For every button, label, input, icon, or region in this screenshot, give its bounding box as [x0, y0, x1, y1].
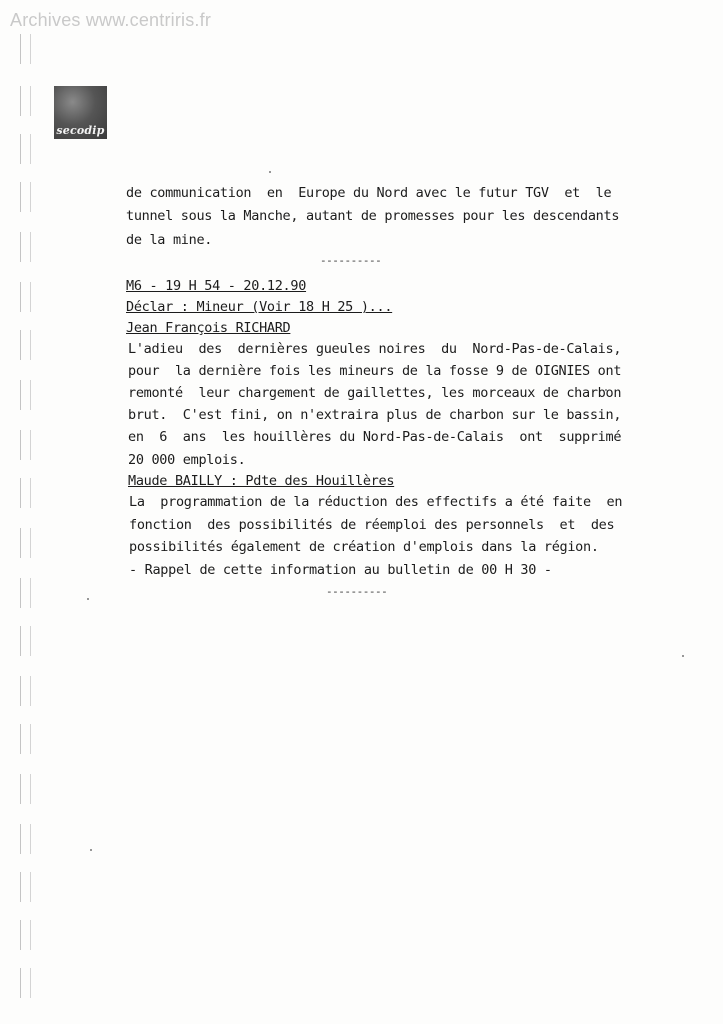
text-line: remonté leur chargement de gaillettes, les morceaux de charbon — [128, 385, 622, 401]
binder-mark — [20, 528, 31, 558]
scan-speck — [90, 849, 92, 851]
scan-speck — [682, 655, 684, 657]
binder-mark — [20, 968, 31, 998]
binder-mark — [20, 134, 31, 164]
text-line: L'adieu des dernières gueules noires du Nord-Pas-de-Calais, — [128, 341, 622, 357]
binder-mark — [20, 282, 31, 312]
text-line: brut. C'est fini, on n'extraira plus de charbon sur le bassin, — [128, 407, 622, 423]
scan-speck — [87, 598, 89, 600]
separator: ---------- — [326, 585, 388, 598]
text-line: possibilités également de création d'emplois dans la région. — [129, 539, 599, 555]
binder-mark — [20, 86, 31, 116]
binder-mark — [20, 380, 31, 410]
secodip-logo — [54, 86, 107, 139]
binder-mark — [20, 232, 31, 262]
binder-mark — [20, 626, 31, 656]
text-line: de communication en Europe du Nord avec le futur TGV et le — [126, 185, 612, 201]
binder-mark — [20, 920, 31, 950]
text-line: pour la dernière fois les mineurs de la fosse 9 de OIGNIES ont — [128, 363, 622, 379]
binder-mark — [20, 430, 31, 460]
speaker-name: Jean François RICHARD — [126, 320, 291, 336]
binder-mark — [20, 578, 31, 608]
text-line: de la mine. — [126, 232, 213, 248]
binder-mark — [20, 774, 31, 804]
scan-speck — [269, 171, 271, 173]
broadcast-header: M6 - 19 H 54 - 20.12.90 — [126, 278, 307, 294]
text-line: 20 000 emplois. — [128, 452, 246, 468]
declaration-line: Déclar : Mineur (Voir 18 H 25 )... — [126, 299, 393, 315]
binder-mark — [20, 872, 31, 902]
binder-mark — [20, 34, 31, 64]
text-line: La programmation de la réduction des effectifs a été faite en — [129, 494, 623, 510]
logo-text: secodip — [56, 124, 105, 137]
separator: ---------- — [320, 254, 382, 267]
binder-mark — [20, 182, 31, 212]
text-line: fonction des possibilités de réemploi des personnels et des — [129, 517, 615, 533]
binder-mark — [20, 724, 31, 754]
speaker-name: Maude BAILLY : Pdte des Houillères — [128, 473, 395, 489]
binder-mark — [20, 676, 31, 706]
watermark: Archives www.centriris.fr — [10, 10, 212, 30]
text-line: en 6 ans les houillères du Nord-Pas-de-Calais ont supprimé — [128, 429, 622, 445]
binder-mark — [20, 478, 31, 508]
binder-mark — [20, 824, 31, 854]
text-line: tunnel sous la Manche, autant de promesses pour les descendants — [126, 208, 620, 224]
recall-note: - Rappel de cette information au bulletin de 00 H 30 - — [129, 562, 552, 578]
binder-mark — [20, 330, 31, 360]
